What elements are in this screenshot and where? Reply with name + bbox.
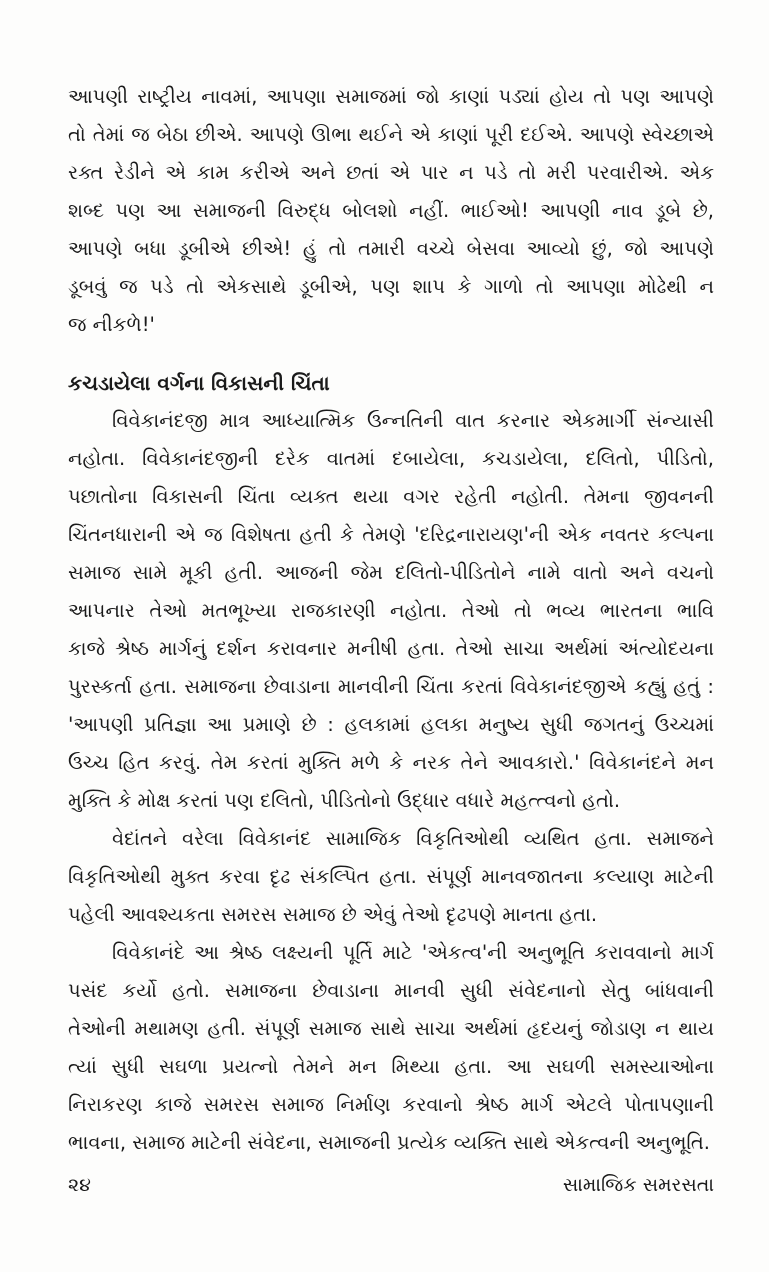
text-line: આપણે બધા ડૂબીએ છીએ! હું તો તમારી વચ્ચે બેસવા આવ્યો છું, જો આપણે bbox=[68, 237, 714, 260]
text-line: ઉચ્ચ હિત કરવું. તેમ કરતાં મુક્તિ મળે કે નરક તેને આવકારો.' વિવેકાનંદને મન bbox=[68, 751, 714, 774]
paragraph-quote-end bbox=[68, 78, 714, 344]
text-line: વિવેકાનંદજી માત્ર આધ્યાત્મિક ઉન્નતિની વાત કરનાર એકમાર્ગી સંન્યાસી bbox=[112, 409, 714, 432]
text-line: પુરસ્કર્તા હતા. સમાજના છેવાડાના માનવીની ચિંતા કરતાં વિવેકાનંદજીએ કહ્યું હતું : bbox=[68, 675, 714, 698]
text-line: ત્યાં સુધી સઘળા પ્રયત્નો તેમને મન મિથ્યા હતા. આ સઘળી સમસ્યાઓના bbox=[68, 1055, 714, 1078]
page-footer bbox=[68, 1170, 714, 1200]
text-line: નિરાકરણ કાજે સમરસ સમાજ નિર્માણ કરવાનો શ્રેષ્ઠ માર્ગ એટલે પોતાપણાની bbox=[68, 1093, 714, 1116]
text-line: પહેલી આવશ્યકતા સમરસ સમાજ છે એવું તેઓ દૃઢપણે માનતા હતા. bbox=[68, 903, 598, 926]
text-line: મુક્તિ કે મોક્ષ કરતાં પણ દલિતો, પીડિતોનો ઉદ્ધાર વધારે મહત્ત્વનો હતો. bbox=[68, 789, 621, 812]
text-line: ભાવના, સમાજ માટેની સંવેદના, સમાજની પ્રત્યેક વ્યક્તિ સાથે એકત્વની અનુભૂતિ. bbox=[68, 1131, 710, 1154]
text-line: સમાજ સામે મૂકી હતી. આજની જેમ દલિતો-પીડિતોને નામે વાતો અને વચનો bbox=[68, 561, 714, 584]
body-text bbox=[68, 78, 714, 1162]
text-line: કાજે શ્રેષ્ઠ માર્ગનું દર્શન કરાવનાર મનીષી હતા. તેઓ સાચા અર્થમાં અંત્યોદયના bbox=[68, 637, 714, 660]
text-line: વિવેકાનંદે આ શ્રેષ્ઠ લક્ષ્યની પૂર્તિ માટે 'એકત્વ'ની અનુભૂતિ કરાવવાનો માર્ગ bbox=[112, 941, 714, 964]
text-line: નહોતા. વિવેકાનંદજીની દરેક વાતમાં દબાયેલા, કચડાયેલા, દલિતો, પીડિતો, bbox=[68, 447, 714, 470]
paragraph-vedanta bbox=[68, 820, 714, 934]
text-line: ડૂબવું જ પડે તો એકસાથે ડૂબીએ, પણ શાપ કે ગાળો તો આપણા મોઢેથી ન bbox=[68, 275, 714, 298]
text-line: પછાતોના વિકાસની ચિંતા વ્યક્ત થયા વગર રહેતી નહોતી. તેમના જીવનની bbox=[68, 485, 714, 508]
text-line: વિકૃતિઓથી મુક્ત કરવા દૃઢ સંકલ્પિત હતા. સંપૂર્ણ માનવજાતના કલ્યાણ માટેની bbox=[68, 865, 714, 888]
text-line: શબ્દ પણ આ સમાજની વિરુદ્ધ બોલશો નહીં. ભાઈઓ! આપણી નાવ ડૂબે છે, bbox=[68, 199, 714, 222]
paragraph-oneness bbox=[68, 934, 714, 1162]
text-line: જ નીકળે!' bbox=[68, 313, 155, 336]
text-line: રક્ત રેડીને એ કામ કરીએ અને છતાં એ પાર ન પડે તો મરી પરવારીએ. એક bbox=[68, 161, 714, 184]
paragraph-concern bbox=[68, 402, 714, 820]
text-line: આપનાર તેઓ મતભૂખ્યા રાજકારણી નહોતા. તેઓ તો ભવ્ય ભારતના ભાવિ bbox=[68, 599, 714, 622]
page-number: ૨૪ bbox=[68, 1174, 91, 1196]
text-line: પસંદ કર્યો હતો. સમાજના છેવાડાના માનવી સુધી સંવેદનાનો સેતુ બાંધવાની bbox=[68, 979, 714, 1002]
text-line: 'આપણી પ્રતિજ્ઞા આ પ્રમાણે છે : હલકામાં હલકા મનુષ્ય સુધી જગતનું ઉચ્ચમાં bbox=[68, 713, 714, 736]
text-line: તો તેમાં જ બેઠા છીએ. આપણે ઊભા થઈને એ કાણાં પૂરી દઈએ. આપણે સ્વેચ્છાએ bbox=[68, 123, 714, 146]
text-line: તેઓની મથામણ હતી. સંપૂર્ણ સમાજ સાથે સાચા અર્થમાં હૃદયનું જોડાણ ન થાય bbox=[68, 1017, 714, 1040]
section-heading: કચડાયેલા વર્ગના વિકાસની ચિંતા bbox=[68, 371, 330, 395]
text-line: વેદાંતને વરેલા વિવેકાનંદ સામાજિક વિકૃતિઓથી વ્યથિત હતા. સમાજને bbox=[112, 827, 714, 850]
text-line: આપણી રાષ્ટ્રીય નાવમાં, આપણા સમાજમાં જો કાણાં પડ્યાં હોય તો પણ આપણે bbox=[68, 85, 714, 108]
book-title: સામાજિક સમરસતા bbox=[562, 1174, 714, 1196]
text-line: ચિંતનધારાની એ જ વિશેષતા હતી કે તેમણે 'દરિદ્રનારાયણ'ની એક નવતર કલ્પના bbox=[68, 523, 714, 546]
